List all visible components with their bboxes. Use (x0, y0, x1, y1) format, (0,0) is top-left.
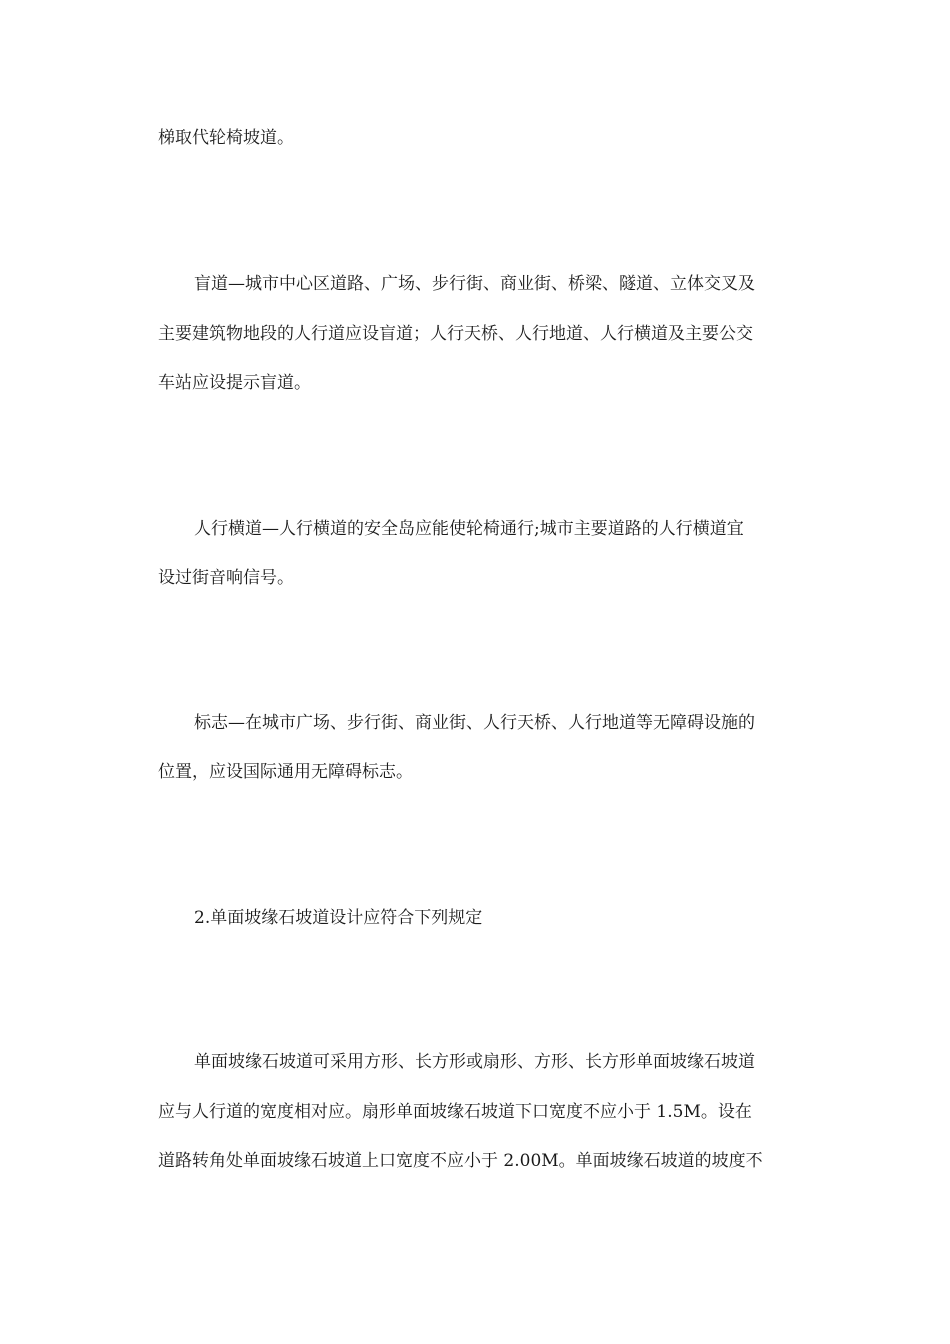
paragraph-blind-path-line-1: 盲道—城市中心区道路、广场、步行街、商业街、桥梁、隧道、立体交叉及 (194, 274, 755, 294)
paragraph-blind-path-line-3: 车站应设提示盲道。 (158, 373, 311, 393)
paragraph-crosswalk-line-1: 人行横道—人行横道的安全岛应能使轮椅通行;城市主要道路的人行横道宜 (194, 519, 744, 539)
paragraph-ramp-line-1: 单面坡缘石坡道可采用方形、长方形或扇形、方形、长方形单面坡缘石坡道 (194, 1052, 755, 1072)
paragraph-crosswalk-line-2: 设过街音响信号。 (158, 568, 294, 588)
paragraph-blind-path-line-2: 主要建筑物地段的人行道应设盲道；人行天桥、人行地道、人行横道及主要公交 (158, 324, 753, 344)
text-line: 梯取代轮椅坡道。 (158, 128, 294, 148)
section-heading: 2.单面坡缘石坡道设计应符合下列规定 (194, 908, 483, 928)
paragraph-ramp-line-2: 应与人行道的宽度相对应。扇形单面坡缘石坡道下口宽度不应小于 1.5M。设在 (158, 1102, 752, 1122)
paragraph-signage-line-2: 位置，应设国际通用无障碍标志。 (158, 762, 413, 782)
paragraph-signage-line-1: 标志—在城市广场、步行街、商业街、人行天桥、人行地道等无障碍设施的 (194, 713, 755, 733)
paragraph-ramp-line-3: 道路转角处单面坡缘石坡道上口宽度不应小于 2.00M。单面坡缘石坡道的坡度不 (158, 1151, 763, 1171)
